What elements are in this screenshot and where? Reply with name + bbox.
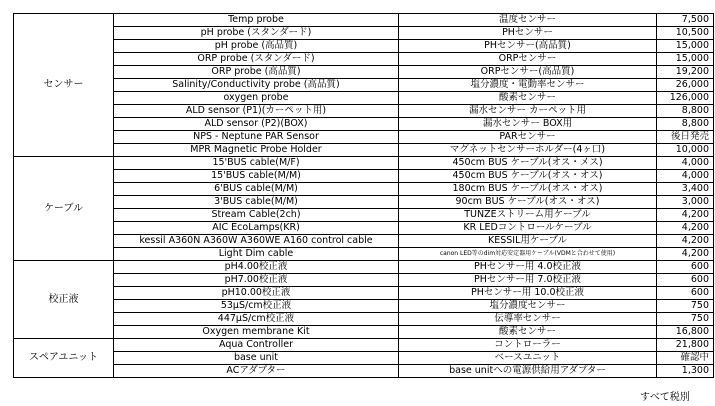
price-cell: 600 xyxy=(657,287,714,300)
table-row xyxy=(14,248,714,261)
japanese-name-cell: ベースユニット xyxy=(399,352,657,365)
table-row xyxy=(14,40,714,53)
product-name-cell: AIC EcoLamps(KR) xyxy=(114,222,399,235)
japanese-name-cell: ORPセンサー(高品質) xyxy=(399,66,657,79)
product-name-cell: 15'BUS cable(M/M) xyxy=(114,170,399,183)
table-row xyxy=(14,274,714,287)
price-table xyxy=(13,13,714,378)
product-name-cell: Aqua Controller xyxy=(114,339,399,352)
price-cell: 750 xyxy=(657,313,714,326)
japanese-name-cell: 450cm BUS ケーブル(オス・オス) xyxy=(399,170,657,183)
tax-note: すべて税別 xyxy=(640,392,690,403)
japanese-name-cell: 450cm BUS ケーブル(オス・メス) xyxy=(399,157,657,170)
table-row xyxy=(14,300,714,313)
japanese-name-cell: KR LEDコントロールケーブル xyxy=(399,222,657,235)
price-cell: 15,000 xyxy=(657,40,714,53)
japanese-name-cell: canon LED等のdim対応安定器用ケーブル(VDMと合わせて使用) xyxy=(399,248,657,261)
table-row xyxy=(14,170,714,183)
price-cell: 15,000 xyxy=(657,53,714,66)
product-name-cell: kessil A360N A360W A360WE A160 control cable xyxy=(114,235,399,248)
product-name-cell: 6'BUS cable(M/M) xyxy=(114,183,399,196)
product-name-cell: NPS - Neptune PAR Sensor xyxy=(114,131,399,144)
category-cell: センサー xyxy=(14,14,114,157)
product-name-cell: Salinity/Conductivity probe (高品質) xyxy=(114,79,399,92)
price-cell: 4,000 xyxy=(657,157,714,170)
product-name-cell: pH7.00校正液 xyxy=(114,274,399,287)
japanese-name-cell: コントローラー xyxy=(399,339,657,352)
table-row xyxy=(14,27,714,40)
product-name-cell: base unit xyxy=(114,352,399,365)
table-row xyxy=(14,53,714,66)
japanese-name-cell: 180cm BUS ケーブル(オス・オス) xyxy=(399,183,657,196)
table-row xyxy=(14,79,714,92)
table-row xyxy=(14,105,714,118)
price-cell: 19,200 xyxy=(657,66,714,79)
japanese-name-cell: 温度センサー xyxy=(399,14,657,27)
japanese-name-cell: 酸素センサー xyxy=(399,92,657,105)
product-name-cell: Light Dim cable xyxy=(114,248,399,261)
japanese-name-cell: 漏水センサー BOX用 xyxy=(399,118,657,131)
price-cell: 4,200 xyxy=(657,235,714,248)
price-cell: 後日発売 xyxy=(657,131,714,144)
category-cell: スペアユニット xyxy=(14,339,114,378)
product-name-cell: Stream Cable(2ch) xyxy=(114,209,399,222)
product-name-cell: Temp probe xyxy=(114,14,399,27)
price-cell: 10,500 xyxy=(657,27,714,40)
japanese-name-cell: TUNZEストリーム用ケーブル xyxy=(399,209,657,222)
price-cell: 8,800 xyxy=(657,118,714,131)
product-name-cell: pH4.00校正液 xyxy=(114,261,399,274)
price-cell: 3,000 xyxy=(657,196,714,209)
price-cell: 8,800 xyxy=(657,105,714,118)
price-cell: 26,000 xyxy=(657,79,714,92)
product-name-cell: pH probe (高品質) xyxy=(114,40,399,53)
product-name-cell: ALD sensor (P2)(BOX) xyxy=(114,118,399,131)
price-cell: 確認中 xyxy=(657,352,714,365)
price-cell: 4,200 xyxy=(657,248,714,261)
table-row xyxy=(14,209,714,222)
category-cell: 校正液 xyxy=(14,261,114,339)
table-row xyxy=(14,196,714,209)
japanese-name-cell: ORPセンサー xyxy=(399,53,657,66)
product-name-cell: MPR Magnetic Probe Holder xyxy=(114,144,399,157)
table-row xyxy=(14,66,714,79)
product-name-cell: ACアダプター xyxy=(114,365,399,378)
japanese-name-cell: PHセンサー用 10.0校正液 xyxy=(399,287,657,300)
japanese-name-cell: base unitへの電源供給用アダプター xyxy=(399,365,657,378)
table-row xyxy=(14,287,714,300)
japanese-name-cell: 90cm BUS ケーブル(オス・オス) xyxy=(399,196,657,209)
price-cell: 4,000 xyxy=(657,170,714,183)
table-row xyxy=(14,352,714,365)
table-row xyxy=(14,131,714,144)
product-name-cell: 447μS/cm校正液 xyxy=(114,313,399,326)
japanese-name-cell: 漏水センサー カーペット用 xyxy=(399,105,657,118)
table-row xyxy=(14,339,714,352)
japanese-name-cell: PHセンサー(高品質) xyxy=(399,40,657,53)
table-row xyxy=(14,261,714,274)
table-row xyxy=(14,235,714,248)
price-cell: 3,400 xyxy=(657,183,714,196)
price-cell: 7,500 xyxy=(657,14,714,27)
japanese-name-cell: 伝導率センサー xyxy=(399,313,657,326)
table-row xyxy=(14,326,714,339)
japanese-name-cell: マグネットセンサーホルダー(4ヶ口) xyxy=(399,144,657,157)
japanese-name-cell: PHセンサー用 7.0校正液 xyxy=(399,274,657,287)
table-row xyxy=(14,92,714,105)
price-cell: 4,200 xyxy=(657,222,714,235)
product-name-cell: oxygen probe xyxy=(114,92,399,105)
japanese-name-cell: 酸素センサー xyxy=(399,326,657,339)
japanese-name-cell: 塩分濃度・電動率センサー xyxy=(399,79,657,92)
table-row xyxy=(14,14,714,27)
product-name-cell: Oxygen membrane Kit xyxy=(114,326,399,339)
japanese-name-cell: PHセンサー用 4.0校正液 xyxy=(399,261,657,274)
table-row xyxy=(14,144,714,157)
price-cell: 10,000 xyxy=(657,144,714,157)
table-row xyxy=(14,157,714,170)
category-cell: ケーブル xyxy=(14,157,114,261)
product-name-cell: pH10.00校正液 xyxy=(114,287,399,300)
table-row xyxy=(14,183,714,196)
table-row xyxy=(14,118,714,131)
table-row xyxy=(14,222,714,235)
product-name-cell: pH probe (スタンダード) xyxy=(114,27,399,40)
price-cell: 4,200 xyxy=(657,209,714,222)
price-cell: 600 xyxy=(657,274,714,287)
price-cell: 1,300 xyxy=(657,365,714,378)
product-name-cell: 53μS/cm校正液 xyxy=(114,300,399,313)
japanese-name-cell: KESSIL用ケーブル xyxy=(399,235,657,248)
japanese-name-cell: PARセンサー xyxy=(399,131,657,144)
japanese-name-cell: 塩分濃度センサー xyxy=(399,300,657,313)
product-name-cell: ORP probe (スタンダード) xyxy=(114,53,399,66)
price-cell: 600 xyxy=(657,261,714,274)
price-cell: 126,000 xyxy=(657,92,714,105)
japanese-name-cell: PHセンサー xyxy=(399,27,657,40)
price-cell: 16,800 xyxy=(657,326,714,339)
product-name-cell: ALD sensor (P1)(カーペット用) xyxy=(114,105,399,118)
price-cell: 750 xyxy=(657,300,714,313)
price-cell: 21,800 xyxy=(657,339,714,352)
table-row xyxy=(14,365,714,378)
product-name-cell: 3'BUS cable(M/M) xyxy=(114,196,399,209)
table-row xyxy=(14,313,714,326)
product-name-cell: 15'BUS cable(M/F) xyxy=(114,157,399,170)
product-name-cell: ORP probe (高品質) xyxy=(114,66,399,79)
